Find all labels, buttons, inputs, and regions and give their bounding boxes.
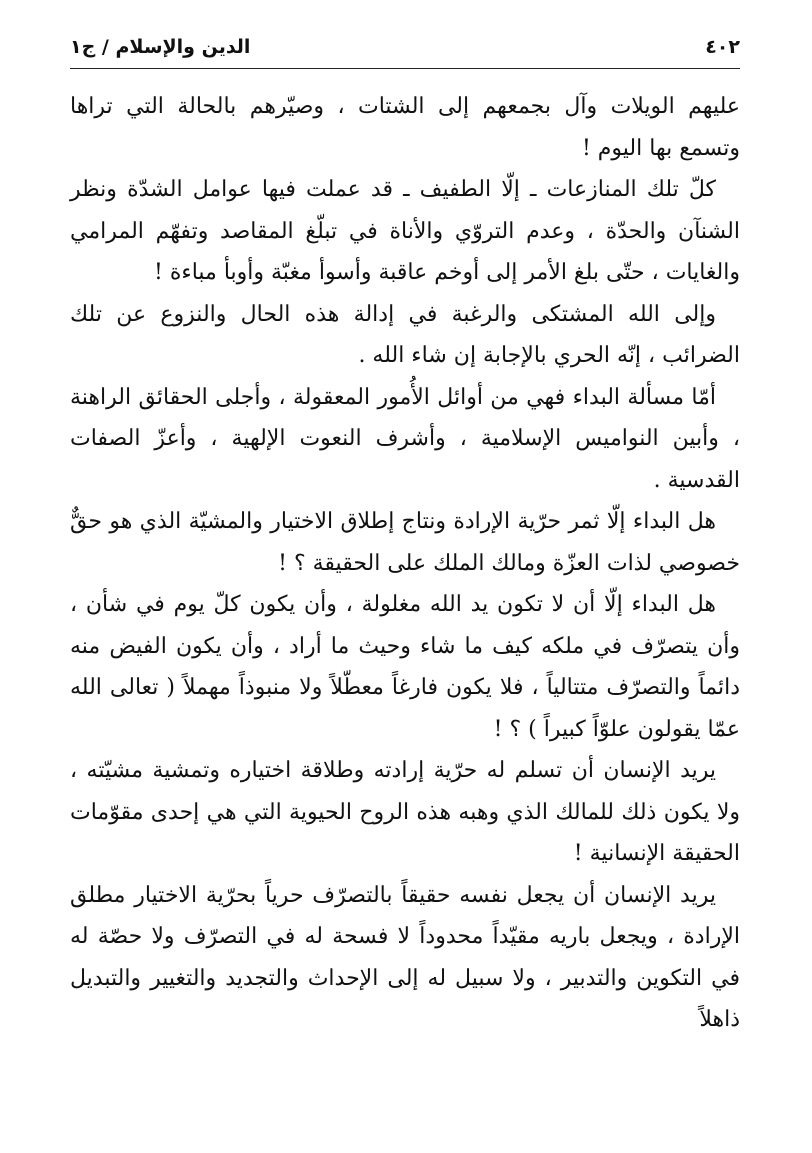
paragraph: عليهم الويلات وآل بجمعهم إلى الشتات ، وصيّرهم بالحالة التي تراها وتسمع بها اليوم ! [70, 94, 740, 161]
paragraph: وإلى الله المشتكى والرغبة في إدالة هذه الحال والنزوع عن تلك الضرائب ، إنّه الحري بالإجابة إن شاء الله . [70, 301, 740, 368]
paragraph: هل البداء إلّا ثمر حرّية الإرادة ونتاج إطلاق الاختيار والمشيّة الذي هو حقٌّ خصوصي لذات العزّة ومالك الملك على الحقيقة ؟ ! [70, 509, 740, 576]
paragraph: يريد الإنسان أن يجعل نفسه حقيقاً بالتصرّف حرياً بحرّية الاختيار مطلق الإرادة ، ويجعل باريه مقيّداً محدوداً لا فسحة له في التصرّف ولا حصّة له في التكوين والتدبير ، ولا سبيل له إلى الإحداث والتجديد والتغيير والتبديل ذاهلاً [70, 882, 740, 1032]
paragraph: يريد الإنسان أن تسلم له حرّية إرادته وطلاقة اختياره وتمشية مشيّته ، ولا يكون ذلك للمالك الذي وهبه هذه الروح الحيوية التي هي إحدى مقوّمات الحقيقة الإنسانية ! [70, 758, 740, 866]
paragraph: أمّا مسألة البداء فهي من أوائل الأُمور المعقولة ، وأجلى الحقائق الراهنة ، وأبين النواميس الإسلامية ، وأشرف النعوت الإلهية ، وأعزّ الصفات القدسية . [70, 384, 740, 493]
body-text [70, 86, 740, 1041]
page-header [70, 30, 740, 64]
header-rule [70, 68, 740, 69]
paragraph: هل البداء إلّا أن لا تكون يد الله مغلولة ، وأن يكون كلّ يوم في شأن ، وأن يتصرّف في ملكه كيف ما شاء وحيث ما أراد ، وأن يكون الفيض منه دائماً والتصرّف متتالياً ، فلا يكون فارغاً معطّلاً ولا منبوذاً مهملاً ( تعالى الله عمّا يقولون علوّاً كبيراً ) ؟ ! [70, 592, 740, 742]
page-number: ٤٠٢ [705, 36, 740, 58]
paragraph: كلّ تلك المنازعات ـ إلّا الطفيف ـ قد عملت فيها عوامل الشدّة ونظر الشنآن والحدّة ، وعدم التروّي والأناة في تبلّغ المقاصد وتفهّم المرامي والغايات ، حتّى بلغ الأمر إلى أوخم عاقبة وأسوأ مغبّة وأوبأ مباءة ! [70, 177, 740, 285]
running-title: الدين والإسلام / ج١ [70, 36, 251, 58]
